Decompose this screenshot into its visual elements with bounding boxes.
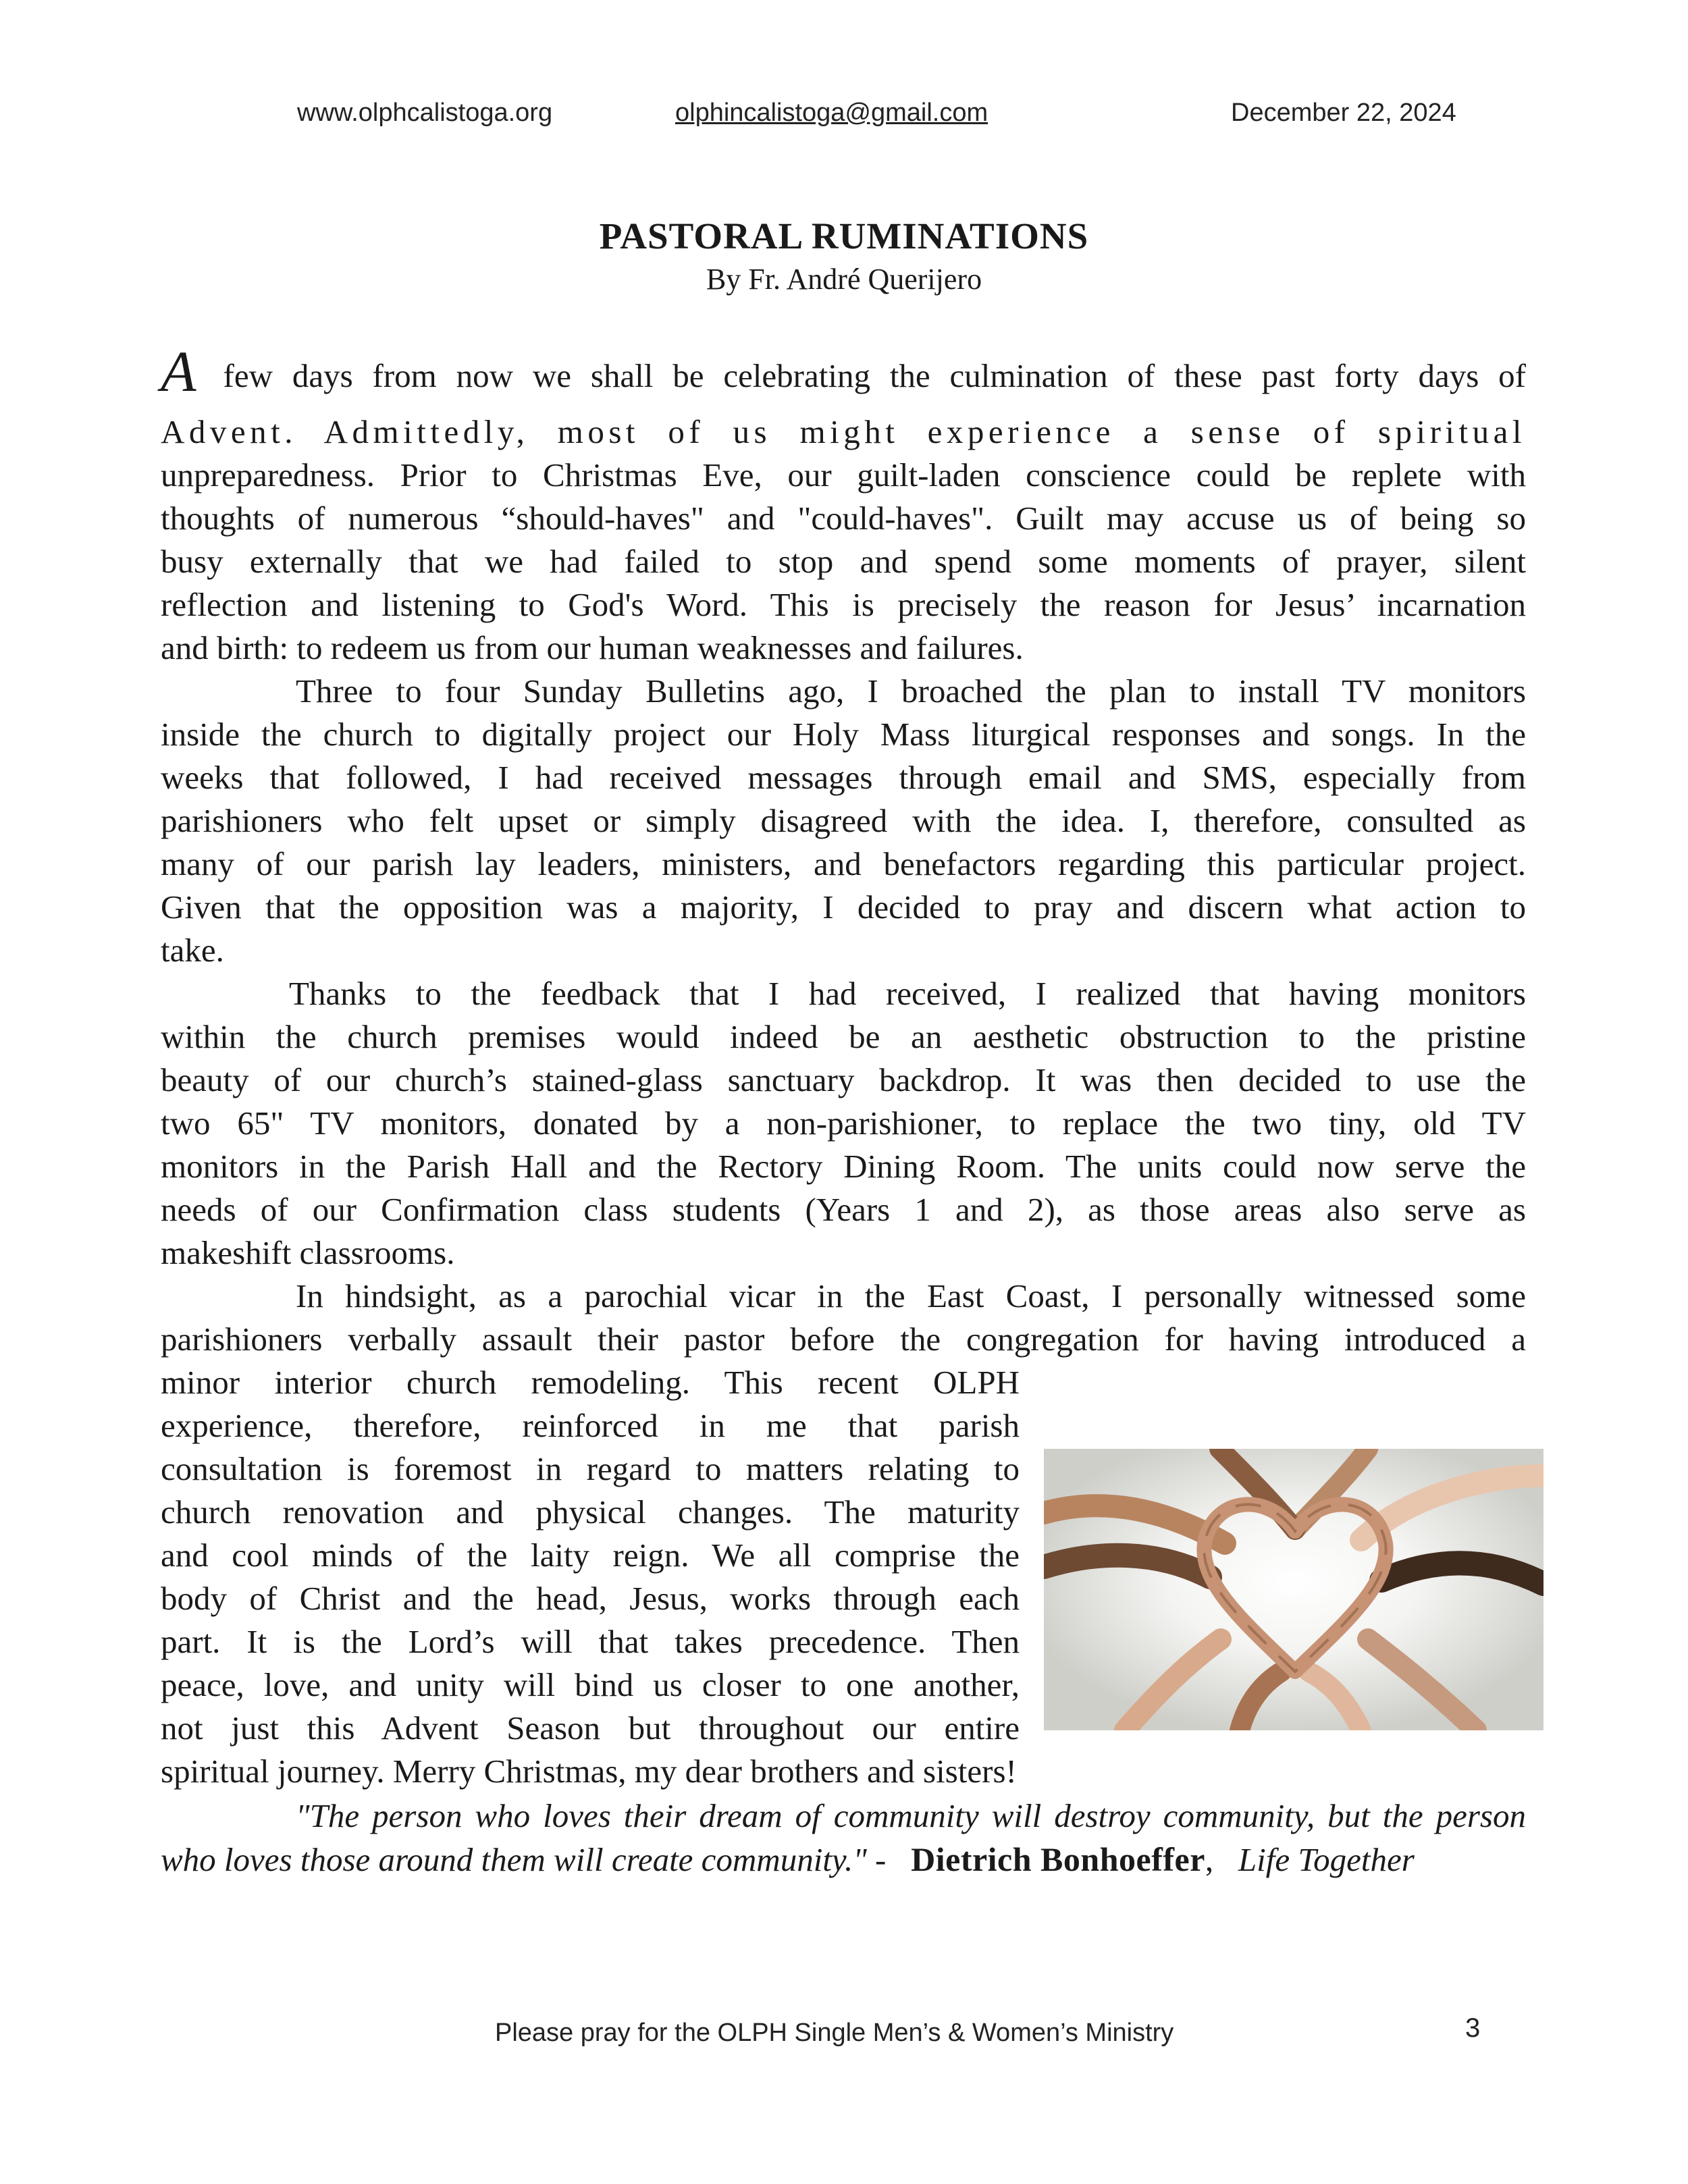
quote-book: Life Together <box>1238 1841 1415 1878</box>
body-line: part. It is the Lord’s will that takes precedence. Then <box>161 1623 1020 1660</box>
quote-author: Dietrich Bonhoeffer <box>911 1840 1205 1878</box>
body-line: parishioners who felt upset or simply disagreed with the idea. I, therefore, consulted as <box>161 802 1526 839</box>
body-line: Advent. Admittedly, most of us might experience a sense of spiritual <box>161 413 1526 450</box>
body-line: monitors in the Parish Hall and the Rectory Dining Room. The units could now serve the <box>161 1148 1526 1185</box>
email-link[interactable]: olphincalistoga@gmail.com <box>675 99 988 127</box>
body-line: Three to four Sunday Bulletins ago, I broached the plan to install TV monitors <box>296 672 1526 710</box>
footer-prayer-request: Please pray for the OLPH Single Men’s & Women’s Ministry <box>495 2019 1174 2047</box>
body-line: makeshift classrooms. <box>161 1234 455 1271</box>
body-line: inside the church to digitally project our Holy Mass liturgical responses and songs. In the <box>161 716 1526 753</box>
body-line: experience, therefore, reinforced in me that parish <box>161 1407 1020 1444</box>
body-line: two 65" TV monitors, donated by a non-parishioner, to replace the two tiny, old TV <box>161 1104 1526 1142</box>
website-link[interactable]: www.olphcalistoga.org <box>297 99 553 127</box>
body-line: parishioners verbally assault their pastor before the congregation for having introduced a <box>161 1321 1526 1358</box>
body-line: Thanks to the feedback that I had received, I realized that having monitors <box>289 975 1526 1012</box>
heart-hands-photo <box>1044 1449 1544 1730</box>
body-line: Afew days from now we shall be celebrating the culmination of these past forty days of <box>161 339 1526 404</box>
body-line: peace, love, and unity will bind us closer to one another, <box>161 1666 1020 1703</box>
page-number: 3 <box>1465 2013 1481 2043</box>
drop-cap: A <box>161 339 196 404</box>
body-line: spiritual journey. Merry Christmas, my dear brothers and sisters! <box>161 1753 1017 1790</box>
body-line: within the church premises would indeed be an aesthetic obstruction to the pristine <box>161 1018 1526 1055</box>
body-line: unpreparedness. Prior to Christmas Eve, our guilt-laden conscience could be replete with <box>161 456 1526 494</box>
quote-line: who loves those around them will create community." - Dietrich Bonhoeffer, Life Together <box>161 1840 1415 1878</box>
body-line: church renovation and physical changes. The maturity <box>161 1493 1020 1530</box>
body-line: minor interior church remodeling. This recent OLPH <box>161 1364 1020 1401</box>
body-line: consultation is foremost in regard to matters relating to <box>161 1450 1020 1487</box>
body-line: body of Christ and the head, Jesus, works through each <box>161 1580 1020 1617</box>
body-line: not just this Advent Season but throughout our entire <box>161 1709 1020 1747</box>
body-line: many of our parish lay leaders, ministers, and benefactors regarding this particular project. <box>161 845 1526 882</box>
article-byline: By Fr. André Querijero <box>706 263 982 296</box>
body-line: beauty of our church’s stained-glass sanctuary backdrop. It was then decided to use the <box>161 1061 1526 1098</box>
body-line: and cool minds of the laity reign. We all comprise the <box>161 1537 1020 1574</box>
bulletin-date: December 22, 2024 <box>1231 99 1456 127</box>
body-line: thoughts of numerous “should-haves" and "could-haves". Guilt may accuse us of being so <box>161 500 1526 537</box>
body-line: Given that the opposition was a majority, I decided to pray and discern what action to <box>161 888 1526 926</box>
body-line: and birth: to redeem us from our human weaknesses and failures. <box>161 629 1024 666</box>
body-line: weeks that followed, I had received messages through email and SMS, especially from <box>161 759 1526 796</box>
body-line: busy externally that we had failed to stop and spend some moments of prayer, silent <box>161 543 1526 580</box>
article-title: PASTORAL RUMINATIONS <box>599 215 1089 257</box>
body-line: needs of our Confirmation class students (Years 1 and 2), as those areas also serve as <box>161 1191 1526 1228</box>
quote-line: "The person who loves their dream of community will destroy community, but the person <box>296 1797 1526 1834</box>
body-line: take. <box>161 932 224 969</box>
body-line: In hindsight, as a parochial vicar in the East Coast, I personally witnessed some <box>296 1277 1526 1314</box>
body-line: reflection and listening to God's Word. This is precisely the reason for Jesus’ incarnation <box>161 586 1526 623</box>
